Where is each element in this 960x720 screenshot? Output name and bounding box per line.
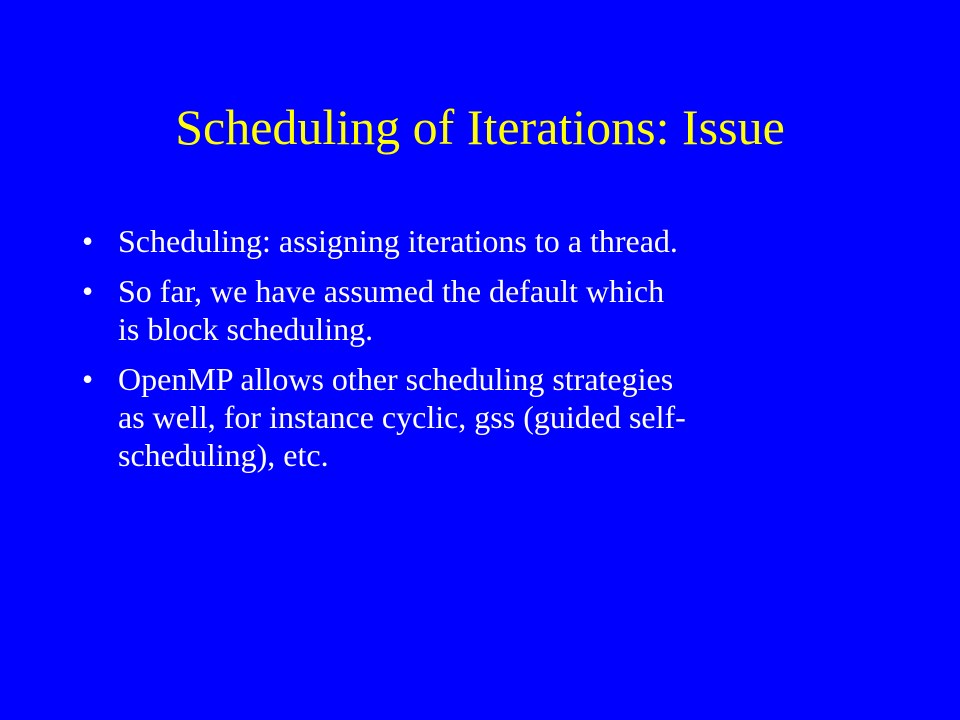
bullet-line: Scheduling: assigning iterations to a thread. [118,223,678,259]
bullet-line: OpenMP allows other scheduling strategies [118,361,674,397]
bullet-item [82,272,882,348]
bullet-item [82,222,882,260]
bullet-line: is block scheduling. [118,311,374,347]
bullet-line: scheduling), etc. [118,437,329,473]
bullet-text [118,360,882,474]
bullet-line: as well, for instance cyclic, gss (guided self- [118,399,686,435]
bullet-icon: • [82,361,94,397]
bullet-icon: • [82,273,94,309]
bullet-icon: • [82,223,94,259]
bullet-text [118,272,882,348]
slide-title: Scheduling of Iterations: Issue [175,99,785,155]
bullet-item [82,360,882,474]
bullet-line: So far, we have assumed the default which [118,273,665,309]
bullet-list [82,222,882,486]
bullet-text [118,222,882,260]
